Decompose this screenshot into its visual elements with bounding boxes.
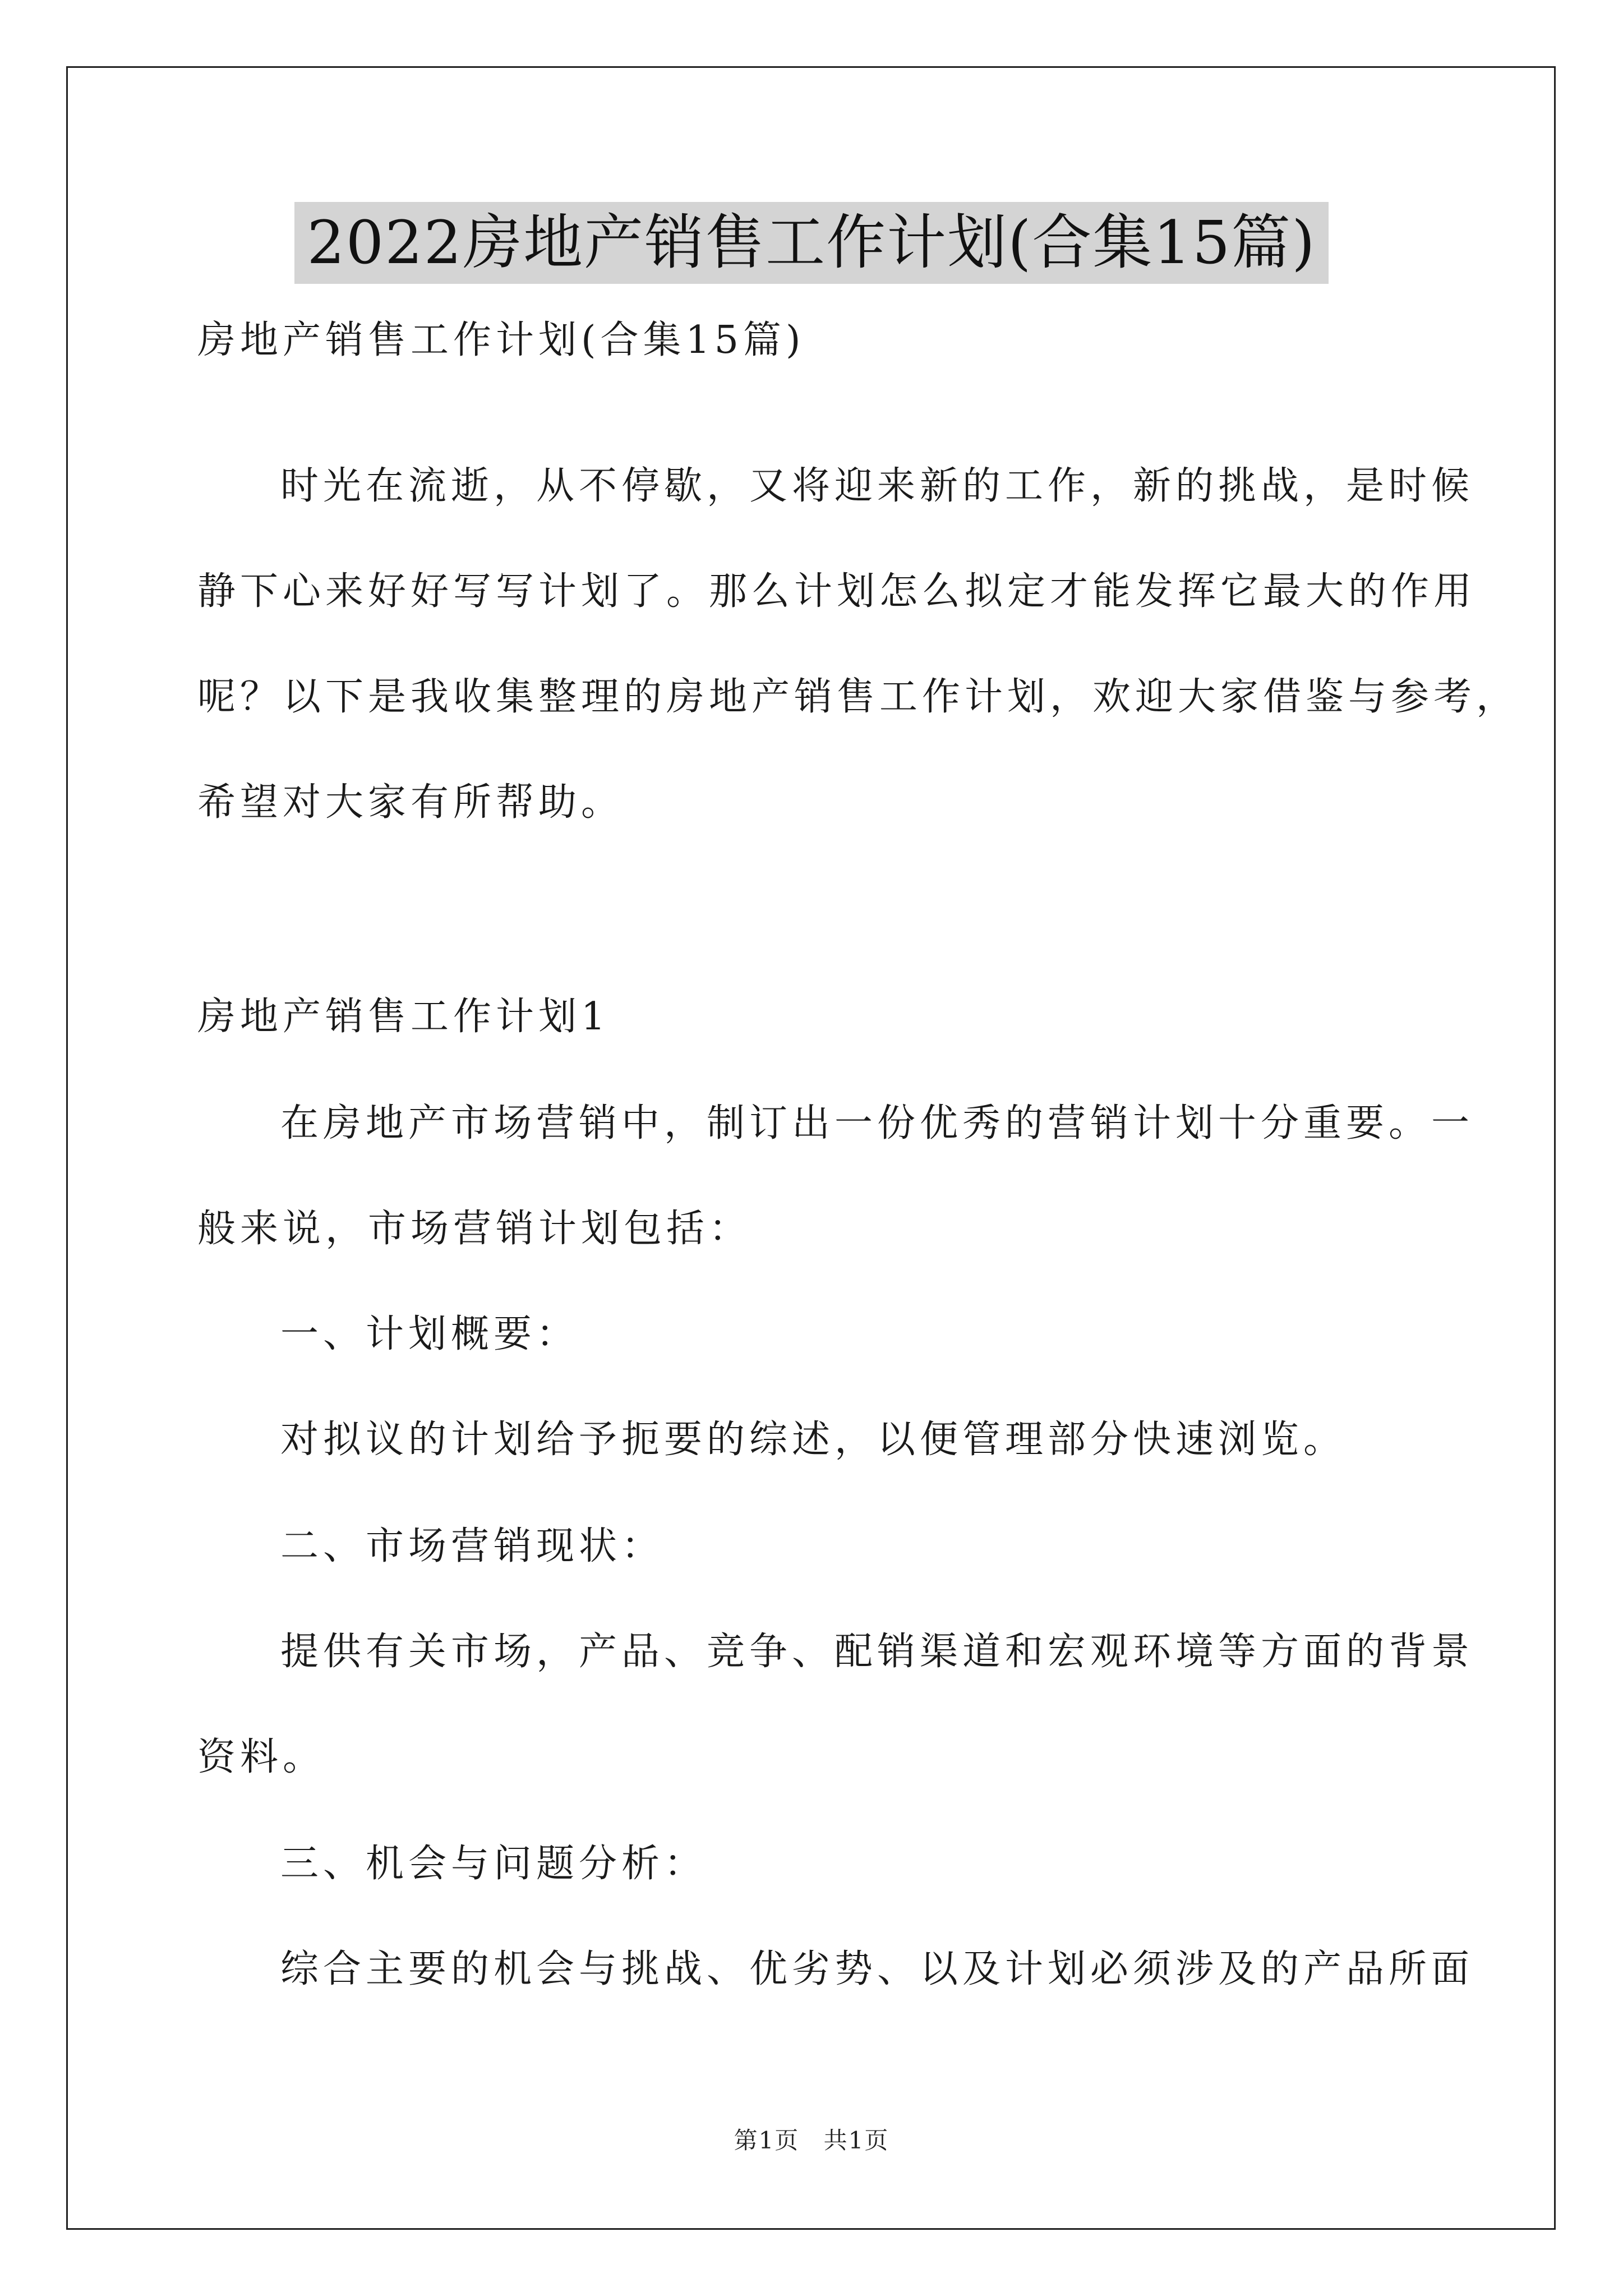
paragraph-line: 二、市场营销现状： <box>280 1524 665 1568</box>
page-footer <box>0 2125 1623 2156</box>
title-container <box>0 202 1623 284</box>
paragraph-line: 呢？以下是我收集整理的房地产销售工作计划，欢迎大家借鉴与参考， <box>197 675 1519 719</box>
subtitle-line: 房地产销售工作计划(合集15篇) <box>197 318 805 362</box>
section-heading: 房地产销售工作计划1 <box>197 995 610 1039</box>
paragraph-line: 综合主要的机会与挑战、优劣势、以及计划必须涉及的产品所面 <box>280 1947 1474 1991</box>
paragraph-line: 时光在流逝，从不停歇，又将迎来新的工作，新的挑战，是时候 <box>280 464 1474 508</box>
page-number-total: 共1页 <box>823 2127 889 2154</box>
paragraph-line: 三、机会与问题分析： <box>280 1842 707 1886</box>
paragraph-line: 般来说，市场营销计划包括： <box>197 1207 752 1251</box>
page-number-current: 第1页 <box>734 2127 800 2154</box>
paragraph-line: 希望对大家有所帮助。 <box>197 780 624 825</box>
paragraph-line: 资料。 <box>197 1735 326 1779</box>
paragraph-line: 对拟议的计划给予扼要的综述，以便管理部分快速浏览。 <box>280 1418 1347 1462</box>
paragraph-line: 一、计划概要： <box>280 1312 579 1356</box>
paragraph-line: 在房地产市场营销中，制订出一份优秀的营销计划十分重要。一 <box>280 1101 1474 1145</box>
document-title: 2022房地产销售工作计划(合集15篇) <box>294 202 1328 284</box>
paragraph-line: 静下心来好好写写计划了。那么计划怎么拟定才能发挥它最大的作用 <box>197 569 1477 614</box>
paragraph-line: 提供有关市场，产品、竞争、配销渠道和宏观环境等方面的背景 <box>280 1630 1474 1674</box>
